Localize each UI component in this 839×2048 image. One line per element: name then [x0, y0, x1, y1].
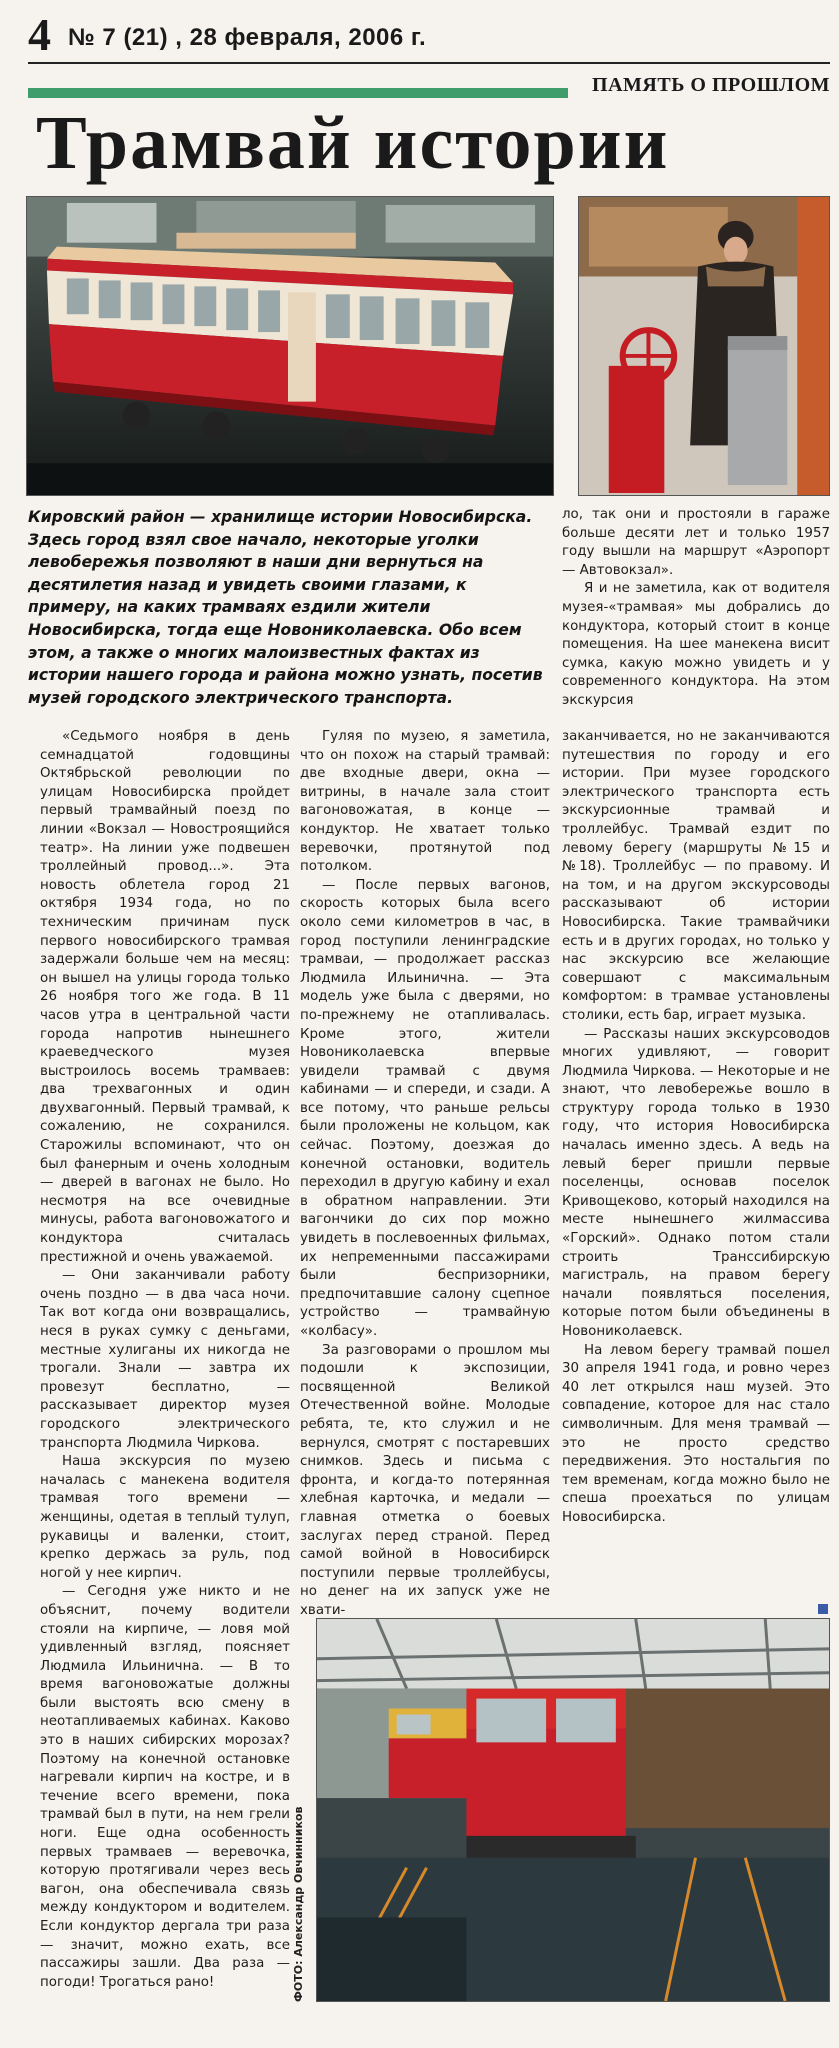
paragraph: — Рассказы наших экскурсоводов многих удивляют, — говорит Людмила Чиркова. — Некоторые и не знают, что левобережье вошло в структуру города только в 1930 году, что история Новосибирска началась именно здесь. А ведь на левый берег пришли первые поселенцы, основав поселок Кривощеково, который находился на месте нынешнего жилмассива «Горский». Однако потом стали строить Транссибирскую магистраль, на правом берегу начали появляться поселения, которые потом были объединены в Новониколаевск. — [562, 1026, 830, 1339]
article-column-right-top — [562, 506, 830, 711]
article-column-1 — [40, 728, 290, 1992]
lead-paragraph: Кировский район — хранилище истории Новосибирска. Здесь город взял свое начало, некоторые уголки левобережья позволяют в наши дни вернуться на десятилетия назад и увидеть своими глазами, к примеру, на каких трамваях ездили жители Новосибирска, тогда еще Новониколаевска. Обо всем этом, а также о многих малоизвестных фактах из истории нашего города и района можно узнать, посетив музей городского электрического транспорта. — [28, 508, 543, 707]
paragraph: заканчивается, но не заканчиваются путешествия по городу и его истории. При музее городского электрического транспорта есть экскурсионные трамвай и троллейбус. Трамвай ездит по левому берегу (маршруты №15 и №18). Троллейбус — по правому. И на том, и на другом экскурсоводы рассказывают об истории Новосибирска. Такие трамвайчики есть и в других городах, но только у нас экскурсию все желающие совершают с максимальным комфортом: в трамвае установлены столики, есть бар, играет музыка. — [562, 729, 830, 1023]
paragraph: — Сегодня уже никто и не объяснит, почему водители стояли на кирпиче, — ловя мой удивленный взгляд, поясняет Людмила Ильинична. — В то время вагоновожатые должны были выстоять всю смену в неотапливаемых кабинах. Каково это в наших сибирских морозах? Поэтому на конечной остановке нагревали кирпич на костре, и в течение всего времени, пока трамвай был в пути, на нем грели ноги. Еще одна особенность первых трамваев — веревочка, которую протягивали через весь вагон, она обеспечивала связь между кондуктором и водителем. Если кондуктор дергала три раза — значит, можно ехать, все пассажиры зашли. Два раза — погоди! Трогаться рано! — [40, 1584, 290, 1990]
article-column-2 — [300, 728, 550, 1621]
paragraph: ло, так они и простояли в гараже больше десяти лет и только 1957 году вышли на маршрут «Аэропорт — Автовокзал». — [562, 507, 830, 578]
issue-line: № 7 (21) , 28 февраля, 2006 г. — [68, 24, 427, 51]
driver-mannequin-photo — [578, 196, 830, 496]
rubric-bar — [28, 88, 568, 98]
page-number: 4 — [28, 9, 51, 60]
headline: Трамвай истории — [36, 101, 670, 185]
page-header — [28, 8, 828, 62]
paragraph: Наша экскурсия по музею началась с манекена водителя трамвая того времени — женщины, одетая в теплый тулуп, рукавицы и валенки, стоит, крепко держась за руль, под ногой у нее кирпич. — [40, 1454, 290, 1581]
paragraph: — Они заканчивали работу очень поздно — в два часа ночи. Так вот когда они возвращались, неся в руках сумку с деньгами, местные хулиганы их никогда не трогали. Знали — завтра их провезут бесплатно, — рассказывает директор музея городского электрического транспорта Людмила Чиркова. — [40, 1268, 290, 1451]
paragraph: За разговорами о прошлом мы подошли к экспозиции, посвященной Великой Отечественной войне. Молодые ребята, те, кто служил и не вернулся, смотрят с постаревших снимков. Здесь и письма с фронта, и когда-то потерянная хлебная карточка, и медали — главная отметка о боевых заслугах перед страной. Перед самой войной в Новосибирск поступили первые троллейбусы, но денег на их запуск уже не хвати- — [300, 1342, 550, 1618]
tram-model-photo — [26, 196, 554, 496]
tram-depot-photo — [316, 1618, 830, 2002]
header-rule — [28, 62, 830, 64]
paragraph: На левом берегу трамвай пошел 30 апреля 1941 года, и ровно через 40 лет открылся наш музей. Это совпадение, которое для нас стало символичным. Для меня трамвай — это не просто средство передвижения. Это ностальгия по тем временам, когда можно было не спеша проехаться по улицам Новосибирска. — [562, 1342, 830, 1525]
paragraph: — После первых вагонов, скорость которых была всего около семи километров в час, в город поступили ленинградские трамваи, — продолжает рассказ Людмила Ильинична. — Эта модель уже была с дверями, но по-прежнему не отапливалась. Кроме этого, жители Новониколаевска впервые увидели трамвай с двумя кабинами — и спереди, и сзади. А все потому, что раньше рельсы были проложены не кольцом, как сейчас. Поэтому, доезжая до конечной остановки, водитель переходил в другую кабину и ехал в обратном направлении. Эти вагончики до сих пор можно увидеть в послевоенных фильмах, их непременными пассажирами были беспризорники, предпочитавшие салону сцепное устройство — трамвайную «колбасу». — [300, 877, 550, 1339]
paragraph: Гуляя по музею, я заметила, что он похож на старый трамвай: две входные двери, окна — витрины, в начале зала стоит вагоновожатая, в конце — кондуктор. Не хватает только веревочки, протянутой под потолком. — [300, 729, 550, 875]
paragraph: Я и не заметила, как от водителя музея-«трамвая» мы добрались до кондуктора, который стоит в конце помещения. На шее манекена висит сумка, какую можно увидеть и у современного кондуктора. На этом экскурсия — [562, 581, 830, 708]
rubric-label: ПАМЯТЬ О ПРОШЛОМ — [592, 74, 830, 96]
article-column-3 — [562, 728, 830, 1528]
article-end-mark — [818, 1604, 828, 1614]
photo-credit: ФОТО: Александр Овчинников — [292, 1806, 305, 2002]
paragraph: «Седьмого ноября в день семнадцатой годовщины Октябрьской революции по улицам Новосибирска пройдет первый трамвайный поезд по линии «Вокзал — Новостроящийся театр». На линии уже подвешен троллейный провод...». Эта новость облетела город 21 октября 1934 года, но по техническим причинам пуск первого новосибирского трамвая задержали больше чем на месяц: он вышел на улицы города только 26 ноября того же года. В 11 часов утра в центральной части города напротив нынешнего краеведческого музея выстроилось восемь трамваев: два трехвагонных и один двухвагонный. Первый трамвай, к сожалению, не сохранился. Старожилы вспоминают, что он был фанерным и очень холодным — дверей в вагонах не было. Но несмотря на все очевидные минусы, работа вагоновожатого и кондуктора считалась престижной и очень уважаемой. — [40, 729, 290, 1265]
